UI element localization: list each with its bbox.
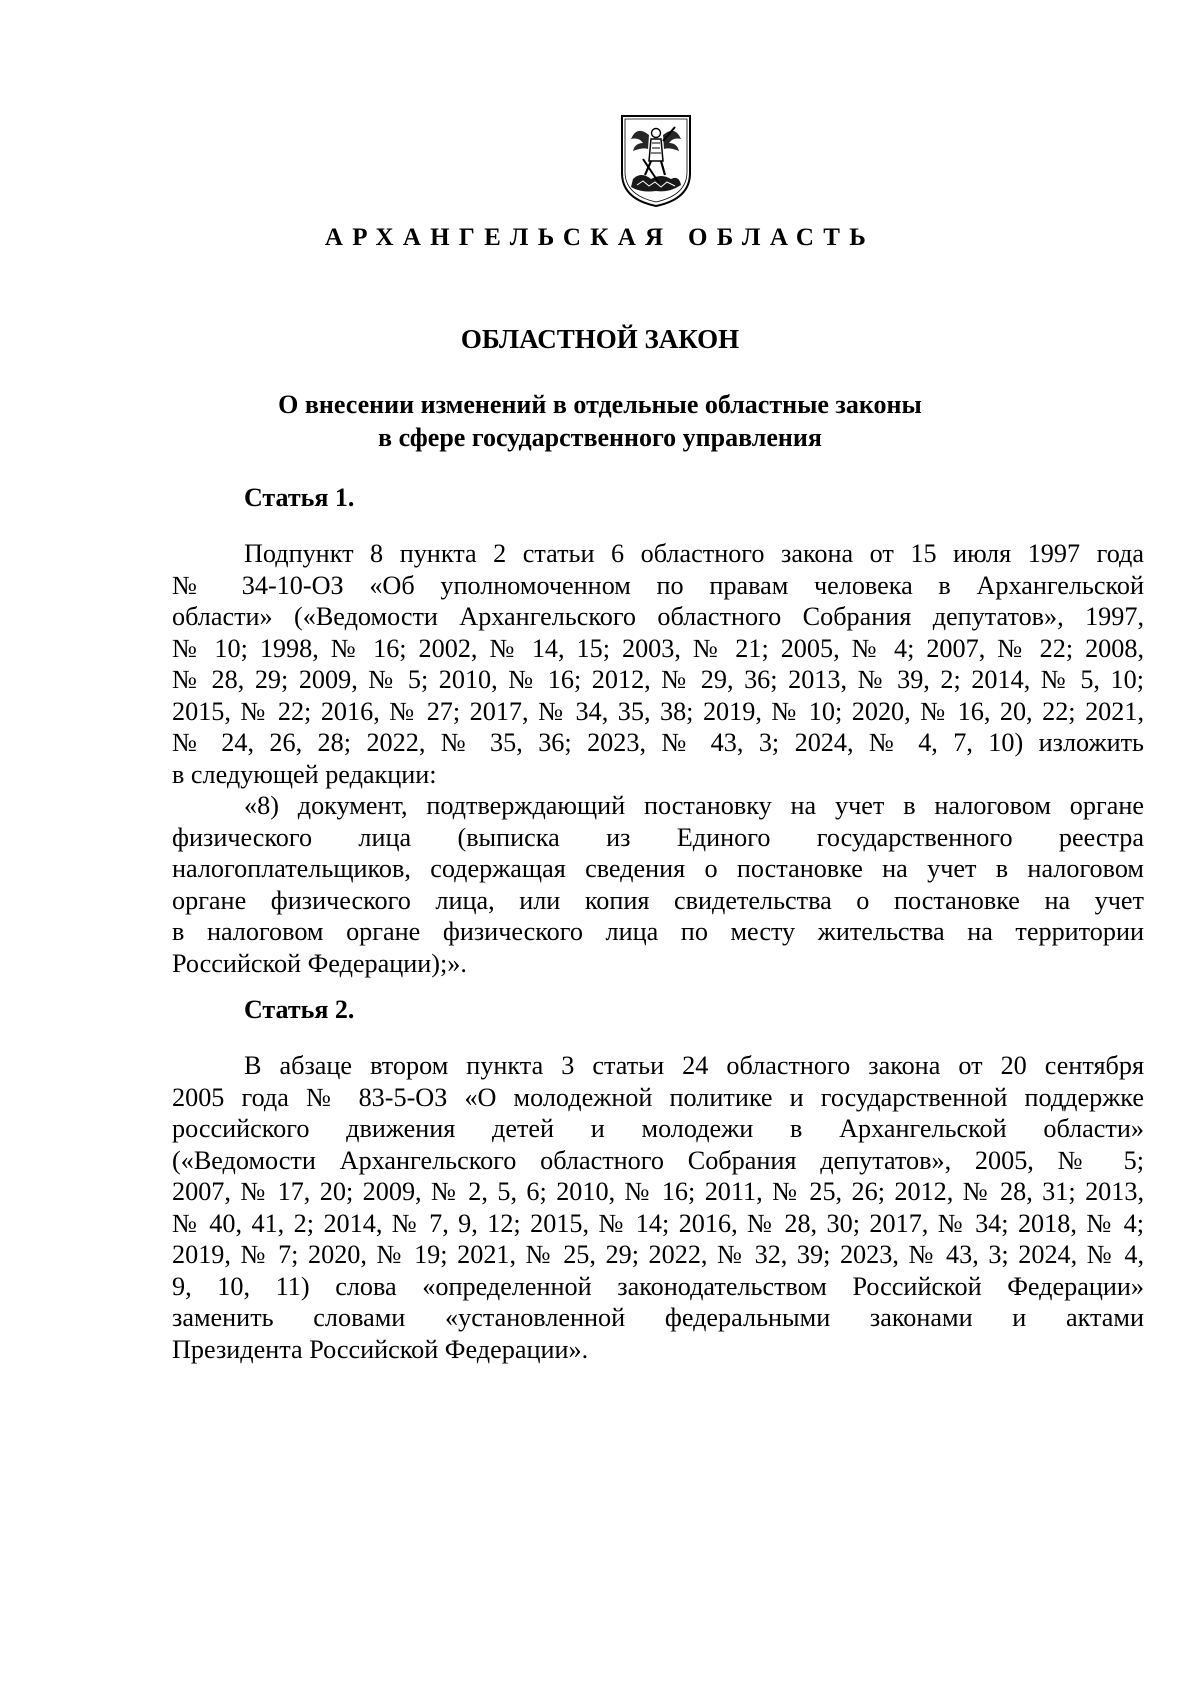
- region-name: АРХАНГЕЛЬСКАЯ ОБЛАСТЬ: [324, 224, 876, 251]
- text-line: 2019, № 7; 2020, № 19; 2021, № 25, 29; 2022, № 32, 39; 2023, № 43, 3; 2024, № 4,: [172, 1240, 1144, 1269]
- text-line: В абзаце втором пункта 3 статьи 24 областного закона от 20 сентября: [244, 1051, 1144, 1080]
- text-line: 2005 года № 83-5-ОЗ «О молодежной политике и государственной поддержке: [172, 1082, 1144, 1112]
- text-line: Подпункт 8 пункта 2 статьи 6 областного закона от 15 июля 1997 года: [244, 539, 1144, 568]
- text-line: № 34-10-ОЗ «Об уполномоченном по правам человека в Архангельской: [172, 570, 1144, 600]
- text-line: № 10; 1998, № 16; 2002, № 14, 15; 2003, № 21; 2005, № 4; 2007, № 22; 2008,: [172, 633, 1144, 663]
- text-line: Российской Федерации);».: [172, 948, 467, 978]
- text-line: российского движения детей и молодежи в Архангельской области»: [172, 1114, 1144, 1143]
- text-line: органе физического лица, или копия свидетельства о постановке на учет: [172, 885, 1144, 915]
- text-line: Президента Российской Федерации».: [172, 1334, 589, 1364]
- article-2-heading: Статья 2.: [244, 995, 355, 1024]
- document-title-line: в сфере государственного управления: [378, 423, 822, 452]
- text-line: в следующей редакции:: [172, 759, 437, 789]
- document-type: ОБЛАСТНОЙ ЗАКОН: [460, 324, 740, 354]
- text-line: 9, 10, 11) слова «определенной законодательством Российской Федерации»: [172, 1271, 1144, 1301]
- text-line: «8) документ, подтверждающий постановку на учет в налоговом органе: [244, 791, 1144, 820]
- text-line: физического лица (выписка из Единого государственного реестра: [172, 822, 1144, 852]
- article-1-heading: Статья 1.: [244, 483, 355, 512]
- coat-of-arms-emblem: [619, 113, 693, 209]
- article-2-body: [172, 1050, 1144, 1365]
- text-line: налогоплательщиков, содержащая сведения о постановке на учет в налоговом: [172, 854, 1144, 883]
- text-line: 2007, № 17, 20; 2009, № 2, 5, 6; 2010, № 16; 2011, № 25, 26; 2012, № 28, 31; 2013,: [172, 1177, 1144, 1206]
- text-line: области» («Ведомости Архангельского областного Собрания депутатов», 1997,: [172, 602, 1144, 631]
- document-title-line: О внесении изменений в отдельные областные законы: [278, 390, 922, 419]
- document-title: [0, 388, 1200, 454]
- text-line: в налоговом органе физического лица по месту жительства на территории: [172, 917, 1144, 946]
- text-line: № 24, 26, 28; 2022, № 35, 36; 2023, № 43, 3; 2024, № 4, 7, 10) изложить: [172, 728, 1144, 757]
- text-line: № 40, 41, 2; 2014, № 7, 9, 12; 2015, № 14; 2016, № 28, 30; 2017, № 34; 2018, № 4;: [172, 1208, 1144, 1238]
- text-line: № 28, 29; 2009, № 5; 2010, № 16; 2012, № 29, 36; 2013, № 39, 2; 2014, № 5, 10;: [172, 665, 1144, 694]
- text-line: («Ведомости Архангельского областного Собрания депутатов», 2005, № 5;: [172, 1145, 1144, 1175]
- text-line: заменить словами «установленной федеральными законами и актами: [172, 1303, 1144, 1332]
- text-line: 2015, № 22; 2016, № 27; 2017, № 34, 35, 38; 2019, № 10; 2020, № 16, 20, 22; 2021,: [172, 696, 1144, 726]
- article-1-body: [172, 538, 1144, 979]
